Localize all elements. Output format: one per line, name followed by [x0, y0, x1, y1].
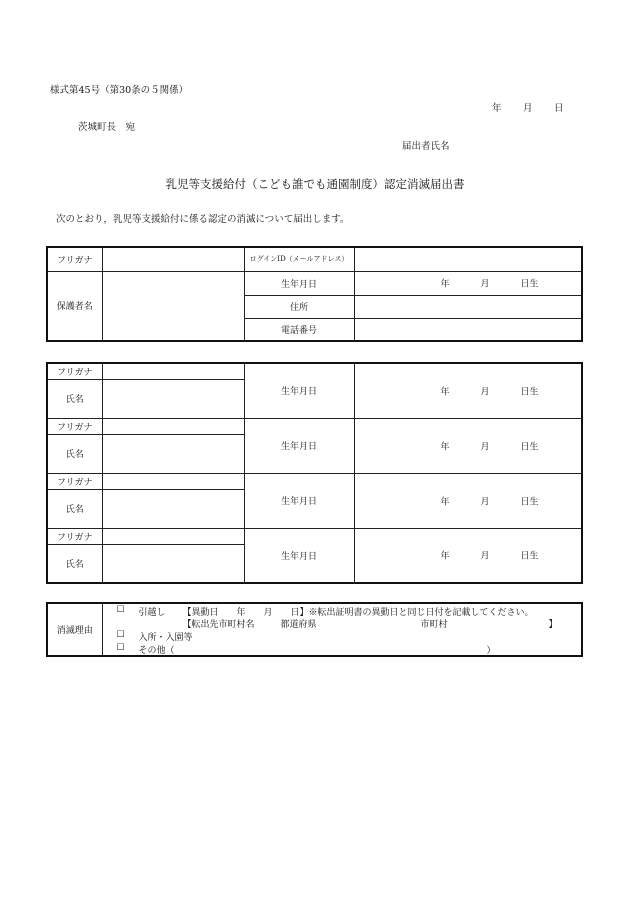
- child-2-furigana-field[interactable]: [102, 418, 244, 434]
- child-4-birth-month: 月: [480, 551, 490, 562]
- move-date-text: 【異動日 年 月 日】※転出証明書の異動日と同じ日付を記載してください。: [182, 608, 534, 618]
- guardian-birth-field[interactable]: [354, 271, 582, 295]
- other-close: ）: [486, 646, 496, 656]
- guardian-furigana-field[interactable]: [102, 247, 244, 271]
- child-2-birth-year: 年: [440, 442, 450, 452]
- child-4-furigana-field[interactable]: [102, 528, 244, 544]
- other-checkbox[interactable]: ☐: [116, 643, 125, 653]
- child-4-birth-year: 年: [440, 551, 450, 562]
- destination-city-label: 市町村: [420, 620, 448, 630]
- admission-checkbox[interactable]: ☐: [116, 630, 125, 640]
- login-id-label: ログインID（メールアドレス）: [244, 247, 354, 271]
- reason-content: [102, 603, 582, 656]
- child-1-name-field[interactable]: [102, 379, 244, 418]
- guardian-furigana-label: フリガナ: [47, 247, 102, 271]
- child-4-birth-label: 生年月日: [244, 528, 354, 583]
- document-title: 乳児等支援給付（こども誰でも通園制度）認定消滅届出書: [165, 177, 465, 191]
- child-4-name-field[interactable]: [102, 544, 244, 583]
- child-2-birth-month: 月: [480, 442, 490, 452]
- child-3-birth-month: 月: [480, 497, 490, 507]
- reason-table: [46, 602, 583, 657]
- guardian-table: [46, 246, 583, 342]
- admission-label: 入所・入園等: [138, 633, 193, 643]
- child-1-furigana-label: フリガナ: [47, 363, 102, 379]
- child-4-name-label: 氏名: [47, 544, 102, 583]
- child-2-furigana-label: フリガナ: [47, 418, 102, 434]
- child-3-name-field[interactable]: [102, 489, 244, 528]
- intro-text: 次のとおり，乳児等支援給付に係る認定の消滅について届出します。: [56, 214, 350, 225]
- move-checkbox[interactable]: ☐: [116, 605, 125, 615]
- child-1-birth-year: 年: [440, 387, 450, 398]
- date-year-label: 年: [492, 103, 502, 114]
- guardian-address-field[interactable]: [354, 295, 582, 318]
- guardian-name-field[interactable]: [102, 271, 244, 341]
- child-2-birth-day: 日生: [520, 442, 539, 452]
- destination-open: 【転出先市町村名: [182, 620, 255, 630]
- date-month-label: 月: [523, 103, 533, 114]
- children-table: [46, 362, 583, 584]
- child-3-birth-day: 日生: [520, 497, 539, 507]
- guardian-phone-field[interactable]: [354, 318, 582, 341]
- child-2-birth-label: 生年月日: [244, 418, 354, 473]
- date-day-label: 日: [554, 103, 564, 114]
- child-4-birth-field[interactable]: [354, 528, 582, 583]
- guardian-birth-day: 日生: [520, 279, 539, 290]
- guardian-address-label: 住所: [244, 295, 354, 318]
- reason-label: 消滅理由: [47, 603, 102, 656]
- child-4-birth-day: 日生: [520, 551, 539, 562]
- child-3-name-label: 氏名: [47, 489, 102, 528]
- other-open: その他（: [138, 646, 175, 656]
- child-2-name-field[interactable]: [102, 434, 244, 473]
- form-number: 様式第45号（第30条の５関係）: [50, 85, 189, 96]
- child-3-birth-label: 生年月日: [244, 473, 354, 528]
- guardian-phone-label: 電話番号: [244, 318, 354, 341]
- applicant-name-label: 届出者氏名: [402, 141, 450, 152]
- child-1-furigana-field[interactable]: [102, 363, 244, 379]
- guardian-birth-month: 月: [480, 279, 490, 290]
- guardian-birth-label: 生年月日: [244, 271, 354, 295]
- child-1-birth-month: 月: [480, 387, 490, 398]
- addressee: 茨城町長 宛: [78, 122, 136, 133]
- child-1-birth-label: 生年月日: [244, 363, 354, 418]
- child-3-furigana-field[interactable]: [102, 473, 244, 489]
- destination-close: 】: [548, 620, 558, 630]
- login-id-field[interactable]: [354, 247, 582, 271]
- child-3-birth-year: 年: [440, 497, 450, 507]
- child-1-birth-field[interactable]: [354, 363, 582, 418]
- child-1-name-label: 氏名: [47, 379, 102, 418]
- child-3-furigana-label: フリガナ: [47, 473, 102, 489]
- move-label: 引越し: [138, 608, 166, 618]
- child-2-birth-field[interactable]: [354, 418, 582, 473]
- destination-prefecture-label: 都道府県: [280, 620, 317, 630]
- child-3-birth-field[interactable]: [354, 473, 582, 528]
- guardian-birth-year: 年: [440, 279, 450, 290]
- guardian-name-label: 保護者名: [47, 271, 102, 341]
- child-4-furigana-label: フリガナ: [47, 528, 102, 544]
- child-2-name-label: 氏名: [47, 434, 102, 473]
- child-1-birth-day: 日生: [520, 387, 539, 398]
